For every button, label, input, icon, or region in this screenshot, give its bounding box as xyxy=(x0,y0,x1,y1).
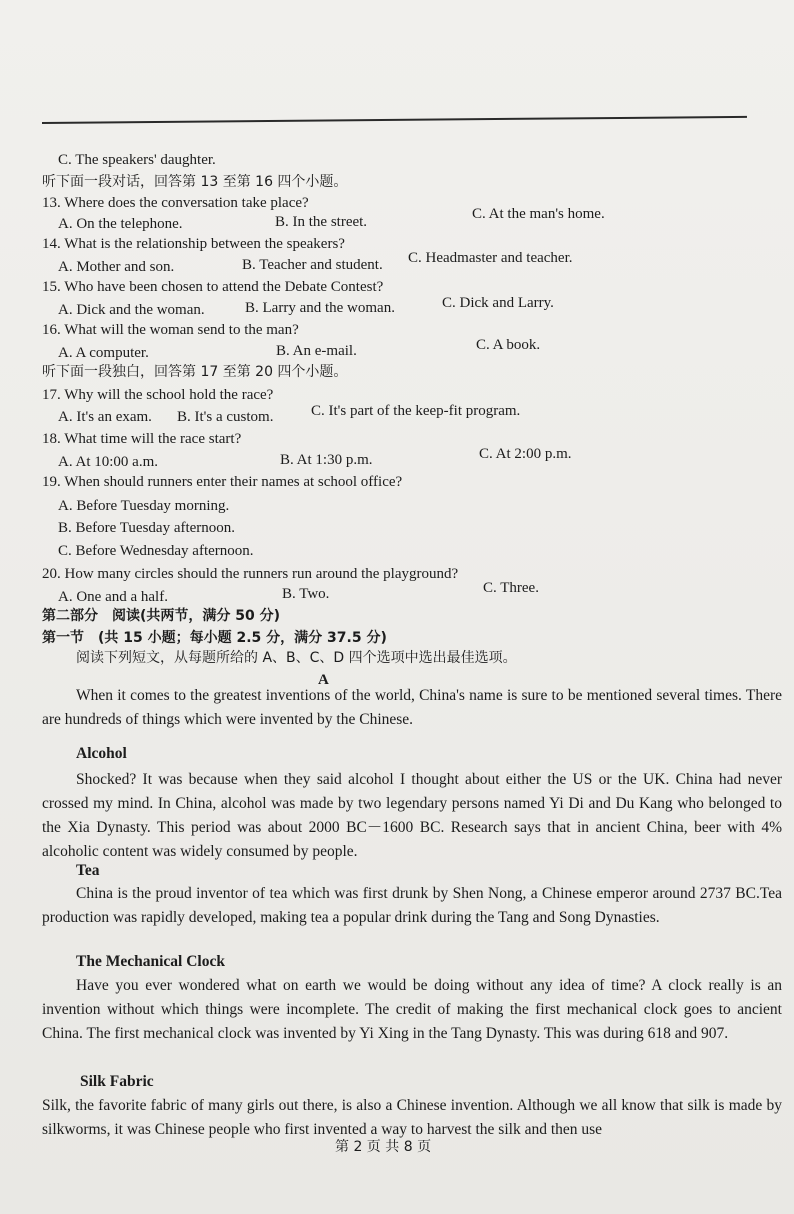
option-20c: C. Three. xyxy=(483,580,539,596)
question-13: 13. Where does the conversation take place? xyxy=(42,195,309,211)
header-rule xyxy=(42,116,747,124)
option-20b: B. Two. xyxy=(282,586,330,602)
question-18: 18. What time will the race start? xyxy=(42,431,242,447)
tea-heading: Tea xyxy=(76,862,100,879)
alcohol-heading: Alcohol xyxy=(76,745,127,762)
option-17c: C. It's part of the keep-fit program. xyxy=(311,403,521,419)
question-15: 15. Who have been chosen to attend the Debate Contest? xyxy=(42,279,384,295)
option-18c: C. At 2:00 p.m. xyxy=(479,446,572,462)
question-16: 16. What will the woman send to the man? xyxy=(42,322,299,338)
option-14b: B. Teacher and student. xyxy=(242,257,383,273)
option-18b: B. At 1:30 p.m. xyxy=(280,452,373,468)
option-17a: A. It's an exam. xyxy=(58,409,152,425)
question-17: 17. Why will the school hold the race? xyxy=(42,387,274,403)
silk-text: Silk, the favorite fabric of many girls out there, is also a Chinese invention. Although we all know that silk is made by silkworms, it was Chinese people who first invented a way to harvest the silk and then use xyxy=(42,1097,782,1138)
option-19b: B. Before Tuesday afternoon. xyxy=(58,520,236,536)
option-15b: B. Larry and the woman. xyxy=(245,300,395,316)
option-13b: B. In the street. xyxy=(275,214,368,230)
option-14a: A. Mother and son. xyxy=(58,259,175,275)
silk-heading: Silk Fabric xyxy=(80,1073,154,1090)
option-20a: A. One and a half. xyxy=(58,589,168,605)
question-19: 19. When should runners enter their names at school office? xyxy=(42,474,403,490)
monologue-instruction: 听下面一段独白，回答第 17 至第 20 四个小题。 xyxy=(42,364,348,380)
clock-heading: The Mechanical Clock xyxy=(76,953,225,970)
option-12c: C. The speakers' daughter. xyxy=(58,152,216,168)
option-19a: A. Before Tuesday morning. xyxy=(58,498,230,514)
passage-label: A xyxy=(318,672,329,688)
option-18a: A. At 10:00 a.m. xyxy=(58,454,158,470)
alcohol-text: Shocked? It was because when they said alcohol I thought about either the US or the UK. China had never crossed my mind. In China, alcohol was made by two legendary persons named Yi Di and Du Kang who belonged to the Xia Dynasty. This period was about 2000 BC－1600 BC. Research says that in ancient China, beer with 4% alcoholic content was widely consumed by people. xyxy=(42,771,782,860)
option-19c: C. Before Wednesday afternoon. xyxy=(58,543,254,559)
option-13c: C. At the man's home. xyxy=(472,206,605,222)
option-16c: C. A book. xyxy=(476,337,541,353)
passage-intro: When it comes to the greatest inventions of the world, China's name is sure to be mentioned several times. There are hundreds of things which were invented by the Chinese. xyxy=(42,687,782,728)
question-14: 14. What is the relationship between the speakers? xyxy=(42,236,345,252)
option-14c: C. Headmaster and teacher. xyxy=(408,250,573,266)
section-one-title: 第一节 (共 15 小题；每小题 2.5 分，满分 37.5 分) xyxy=(42,630,387,646)
option-15c: C. Dick and Larry. xyxy=(442,295,554,311)
option-16b: B. An e-mail. xyxy=(276,343,357,359)
reading-instruction: 阅读下列短文，从每题所给的 A、B、C、D 四个选项中选出最佳选项。 xyxy=(76,650,517,666)
option-15a: A. Dick and the woman. xyxy=(58,302,205,318)
option-16a: A. A computer. xyxy=(58,345,149,361)
option-13a: A. On the telephone. xyxy=(58,216,183,232)
question-20: 20. How many circles should the runners run around the playground? xyxy=(42,566,459,582)
part-two-title: 第二部分 阅读(共两节，满分 50 分) xyxy=(42,608,281,624)
tea-text: China is the proud inventor of tea which was first drunk by Shen Nong, a Chinese emperor around 2737 BC.Tea production was rapidly developed, making tea a popular drink during the Tang and Song Dynasties. xyxy=(42,885,782,926)
dialogue-instruction: 听下面一段对话，回答第 13 至第 16 四个小题。 xyxy=(42,174,348,190)
page-footer: 第 2 页 共 8 页 xyxy=(335,1139,432,1155)
clock-text: Have you ever wondered what on earth we would be doing without any idea of time? A clock really is an invention without which things were incomplete. The credit of making the first mechanical clock goes to ancient China. The first mechanical clock was invented by Yi Xing in the Tang Dynasty. This was during 618 and 907. xyxy=(42,977,782,1042)
option-17b: B. It's a custom. xyxy=(177,409,274,425)
